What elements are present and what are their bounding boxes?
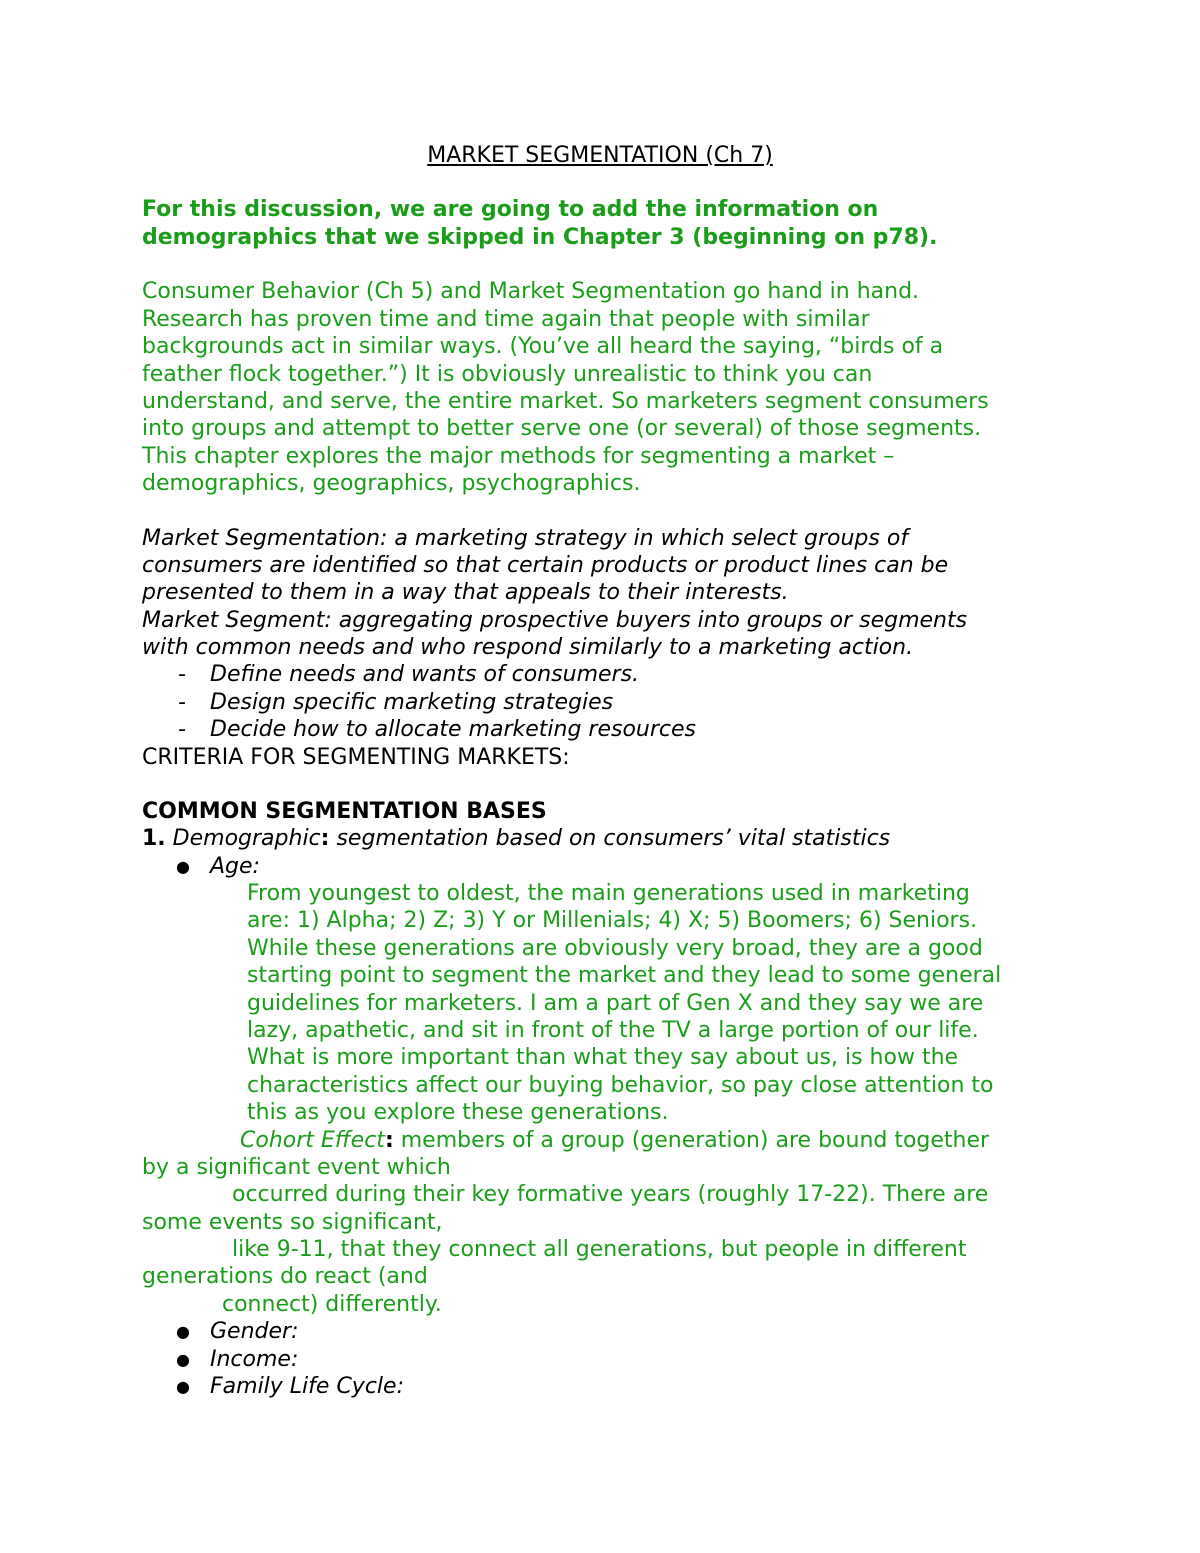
cohort-line: generations do react (and [142,1264,428,1289]
definition-line: consumers are identified so that certain products or product lines can be [142,553,949,578]
dash-marker: - [178,717,186,742]
cohort-line: connect) differently. [222,1292,442,1317]
intro-para-line: backgrounds act in similar ways. (You’ve all heard the saying, “birds of a [142,334,944,359]
definition-line: Market Segmentation: a marketing strategy in which select groups of [142,526,909,551]
cohort-line: like 9-11, that they connect all generations, but people in different [232,1237,967,1262]
age-para-line: are: 1) Alpha; 2) Z; 3) Y or Millenials; 4) X; 5) Boomers; 6) Seniors. [247,908,978,933]
cohort-first-line [240,1127,989,1155]
age-para-line: this as you explore these generations. [247,1100,669,1125]
bases-heading: COMMON SEGMENTATION BASES [142,799,547,824]
cohort-line: by a significant event which [142,1155,451,1180]
bullet-icon: ● [176,1350,190,1369]
bullet-icon: ● [176,1322,190,1341]
definition-line: with common needs and who respond similarly to a marketing action. [142,635,914,660]
age-para-line: guidelines for marketers. I am a part of Gen X and they say we are [247,991,984,1016]
age-para-line: starting point to segment the market and they lead to some general [247,963,1002,988]
intro-para-line: into groups and attempt to better serve one (or several) of those segments. [142,416,982,441]
bullet-item-family-life-cycle: Family Life Cycle: [210,1374,404,1399]
demographic-term: Demographic [172,826,321,851]
criteria-heading: CRITERIA FOR SEGMENTING MARKETS: [142,745,570,770]
age-para-line: From youngest to oldest, the main generations used in marketing [247,881,970,906]
intro-bold-line: For this discussion, we are going to add the information on [142,197,879,222]
intro-para-line: understand, and serve, the entire market. So marketers segment consumers [142,389,989,414]
cohort-line: some events so significant, [142,1210,443,1235]
intro-para-line: feather flock together.”) It is obviously unrealistic to think you can [142,362,873,387]
demographic-number: 1. [142,826,166,851]
age-label: Age: [210,854,260,879]
definition-line: Market Segment: aggregating prospective buyers into groups or segments [142,608,968,633]
dash-list-item: Define needs and wants of consumers. [210,662,640,687]
page-title: MARKET SEGMENTATION (Ch 7) [427,143,773,168]
age-para-line: What is more important than what they say about us, is how the [247,1045,959,1070]
bullet-icon: ● [176,857,190,876]
age-para-line: While these generations are obviously very broad, they are a good [247,936,983,961]
age-para-line: characteristics affect our buying behavior, so pay close attention to [247,1073,994,1098]
age-para-line: lazy, apathetic, and sit in front of the TV a large portion of our life. [247,1018,979,1043]
dash-list-item: Decide how to allocate marketing resources [210,717,696,742]
intro-bold-line: demographics that we skipped in Chapter 3 (beginning on p78). [142,225,938,250]
bullet-icon: ● [176,1377,190,1396]
dash-list-item: Design specific marketing strategies [210,690,614,715]
cohort-term: Cohort Effect [240,1128,385,1153]
definition-line: presented to them in a way that appeals to their interests. [142,580,789,605]
bullet-item-gender: Gender: [210,1319,299,1344]
demographic-line [142,825,890,853]
cohort-definition: members of a group (generation) are bound together [393,1128,990,1153]
cohort-line: occurred during their key formative years (roughly 17-22). There are [232,1182,989,1207]
cohort-colon: : [384,1128,394,1153]
dash-marker: - [178,662,186,687]
intro-para-line: demographics, geographics, psychographics. [142,471,641,496]
dash-marker: - [178,690,186,715]
demographic-description: segmentation based on consumers’ vital statistics [329,826,891,851]
intro-para-line: Consumer Behavior (Ch 5) and Market Segmentation go hand in hand. [142,279,920,304]
intro-para-line: Research has proven time and time again that people with similar [142,307,870,332]
demographic-colon: : [320,826,330,851]
intro-para-line: This chapter explores the major methods for segmenting a market – [142,444,895,469]
bullet-item-income: Income: [210,1347,299,1372]
